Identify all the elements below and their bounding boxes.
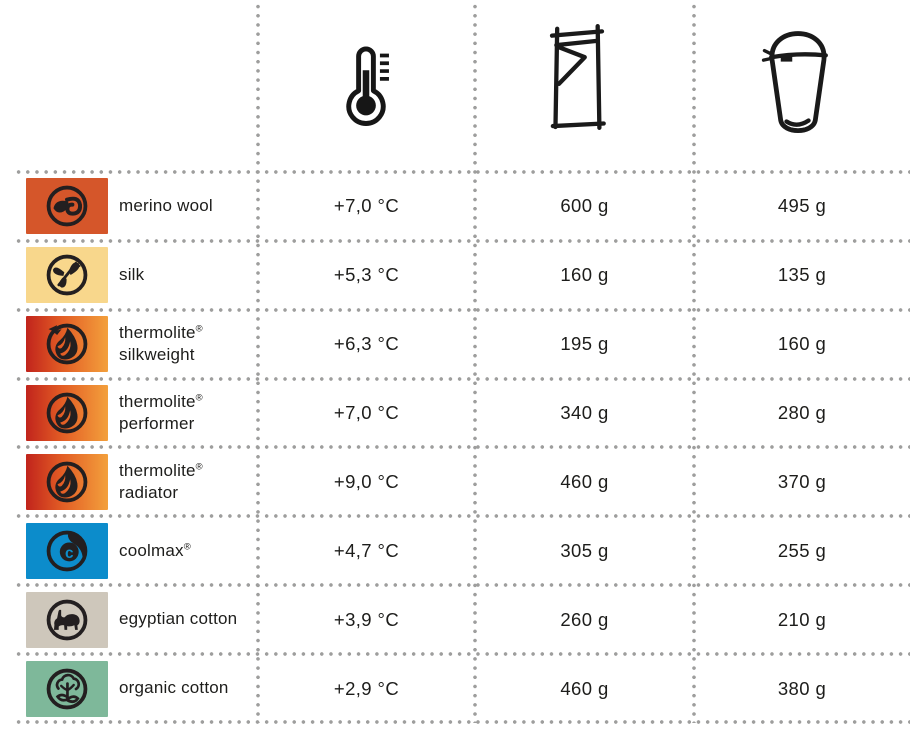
svg-text:c: c	[65, 544, 74, 562]
table-row	[0, 448, 910, 517]
weight-rect-liner: 305 g	[560, 539, 609, 561]
table-row	[0, 516, 910, 585]
temperature-value: +6,3 °C	[333, 333, 400, 355]
flame-icon	[26, 454, 108, 510]
temperature-value: +2,9 °C	[333, 677, 400, 699]
weight-mummy-liner: 370 g	[777, 470, 827, 492]
material-name: egyptian cotton	[119, 609, 238, 629]
material-name: thermolite® radiator	[119, 460, 203, 502]
rectangular-liner-icon	[546, 14, 608, 140]
material-name: thermolite® silkweight	[119, 322, 203, 365]
flame-moth-icon	[26, 316, 108, 372]
weight-mummy-liner: 135 g	[777, 264, 827, 286]
moth-icon	[26, 247, 108, 303]
camel-icon	[26, 592, 108, 648]
weight-mummy-liner: 280 g	[777, 402, 827, 424]
table-row	[0, 379, 910, 448]
mummy-liner-icon	[752, 12, 844, 139]
thermometer-icon	[340, 44, 392, 126]
temperature-value: +7,0 °C	[333, 195, 400, 217]
table-row	[0, 654, 910, 723]
temperature-value: +4,7 °C	[333, 539, 400, 561]
weight-rect-liner: 340 g	[560, 402, 609, 424]
flame-icon	[26, 385, 108, 441]
table-body	[0, 172, 910, 723]
table-row	[0, 310, 910, 379]
weight-mummy-liner: 495 g	[777, 195, 827, 217]
weight-rect-liner: 260 g	[560, 608, 609, 630]
temperature-value: +3,9 °C	[333, 608, 400, 630]
table-row	[0, 585, 910, 654]
weight-mummy-liner: 380 g	[777, 677, 827, 699]
material-name: organic cotton	[119, 678, 229, 698]
weight-rect-liner: 460 g	[560, 470, 609, 492]
weight-mummy-liner: 255 g	[777, 539, 827, 561]
coolmax-icon	[26, 523, 108, 579]
material-name: coolmax®	[119, 540, 191, 560]
temperature-value: +7,0 °C	[333, 402, 400, 424]
weight-rect-liner: 460 g	[560, 677, 609, 699]
weight-rect-liner: 195 g	[560, 333, 609, 355]
material-name: thermolite® performer	[119, 391, 203, 434]
temperature-value: +5,3 °C	[333, 264, 400, 286]
cotton-icon	[26, 661, 108, 717]
weight-rect-liner: 600 g	[560, 195, 609, 217]
weight-rect-liner: 160 g	[560, 264, 609, 286]
weight-mummy-liner: 160 g	[777, 333, 827, 355]
temperature-value: +9,0 °C	[333, 470, 400, 492]
material-name: silk	[119, 265, 145, 285]
ram-icon	[26, 178, 108, 234]
weight-mummy-liner: 210 g	[777, 608, 827, 630]
table-row	[0, 241, 910, 310]
material-name: merino wool	[119, 196, 213, 216]
table-row	[0, 172, 910, 241]
